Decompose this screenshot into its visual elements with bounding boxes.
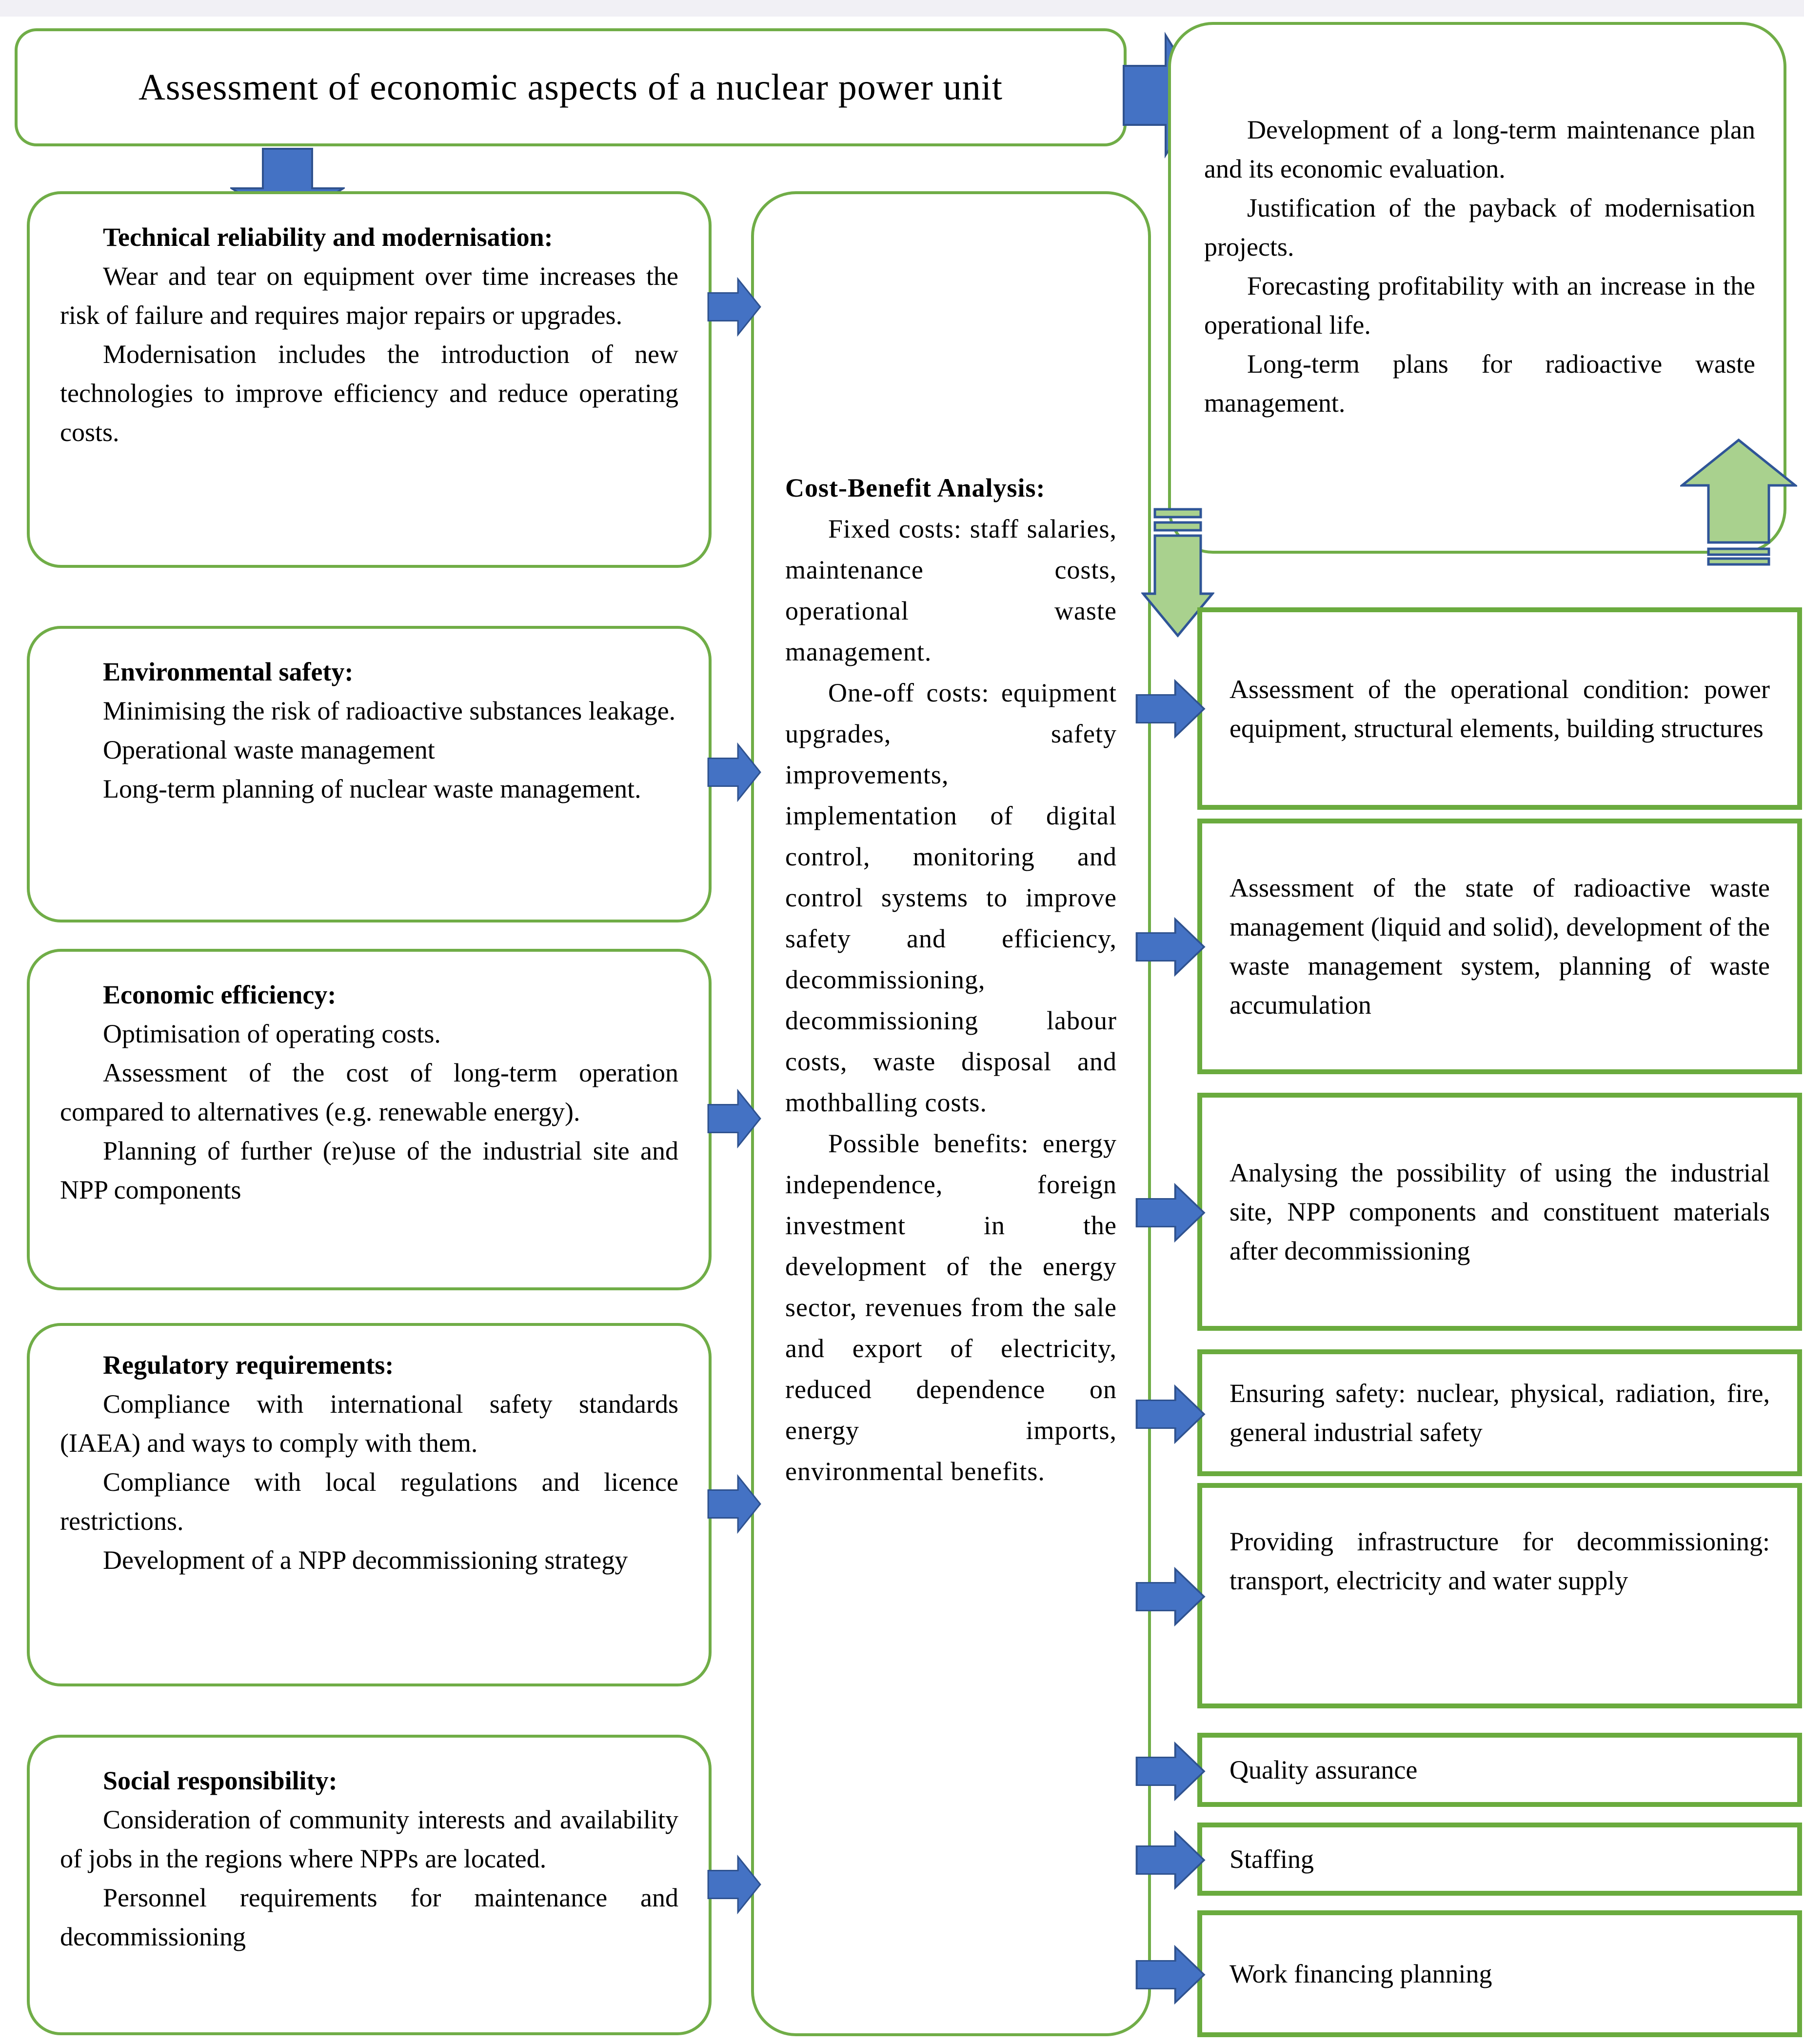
paragraph: Personnel requirements for maintenance and decommissioning xyxy=(60,1883,678,1951)
paragraph: Fixed costs: staff salaries, maintenance costs, operational waste management. xyxy=(785,514,1117,666)
paragraph: Possible benefits: energy independence, foreign investment in the development of the energy sector, revenues from the sale and export of electricity, reduced dependence on energy imports, environmental benefits. xyxy=(785,1129,1117,1486)
box-cost-benefit-heading: Cost-Benefit Analysis: xyxy=(785,473,1046,502)
flow-arrow-right-regulatory-icon xyxy=(707,1474,762,1534)
paragraph: Optimisation of operating costs. xyxy=(103,1019,441,1048)
flow-arrow-right-site-reuse-icon xyxy=(1135,1183,1206,1242)
box-economic-efficiency-heading: Economic efficiency: xyxy=(103,980,337,1009)
box-regulatory-requirements-heading: Regulatory requirements: xyxy=(103,1350,394,1380)
flow-arrow-right-economic-icon xyxy=(707,1089,762,1148)
paragraph: Assessment of the state of radioactive waste management (liquid and solid), development of the waste management system, planning of waste accumulation xyxy=(1229,873,1770,1020)
flow-arrow-right-environmental-icon xyxy=(707,742,762,802)
paragraph: One-off costs: equipment upgrades, safety improvements, implementation of digital control, monitoring and control systems to improve safety and efficiency, decommissioning, decommissioning labour costs, waste disposal and mothballing costs. xyxy=(785,678,1117,1117)
box-infrastructure xyxy=(1197,1483,1802,1708)
paragraph: Assessment of the operational condition: power equipment, structural elements, building structures xyxy=(1229,674,1770,743)
paragraph: Development of a long-term maintenance plan and its economic evaluation. xyxy=(1204,115,1755,183)
box-environmental-safety-heading: Environmental safety: xyxy=(103,657,354,686)
flow-arrow-right-operational-icon xyxy=(1135,679,1206,739)
page-title: Assessment of economic aspects of a nuclear power unit xyxy=(139,66,1003,108)
box-environmental-safety xyxy=(27,626,712,922)
box-cost-benefit-analysis xyxy=(751,191,1151,2036)
paragraph: Forecasting profitability with an increase in the operational life. xyxy=(1204,271,1755,340)
paragraph: Analysing the possibility of using the industrial site, NPP components and constituent materials after decommissioning xyxy=(1229,1158,1770,1265)
title-box xyxy=(15,28,1127,146)
flow-arrow-right-social-icon xyxy=(707,1855,762,1914)
box-staffing xyxy=(1197,1823,1802,1896)
paragraph: Long-term plans for radioactive waste management. xyxy=(1204,349,1755,418)
paragraph: Modernisation includes the introduction of new technologies to improve efficiency and reduce operating costs. xyxy=(60,340,678,447)
paragraph: Operational waste management xyxy=(103,735,435,764)
box-operational-condition xyxy=(1197,607,1802,810)
box-economic-efficiency xyxy=(27,949,712,1290)
paragraph: Staffing xyxy=(1229,1844,1314,1874)
paragraph: Justification of the payback of modernisation projects. xyxy=(1204,193,1755,261)
paragraph: Providing infrastructure for decommissioning: transport, electricity and water supply xyxy=(1229,1527,1770,1595)
paragraph: Compliance with international safety standards (IAEA) and ways to comply with them. xyxy=(60,1389,678,1458)
paragraph: Compliance with local regulations and licence restrictions. xyxy=(60,1467,678,1536)
flow-arrow-right-waste-state-icon xyxy=(1135,917,1206,977)
paragraph: Planning of further (re)use of the industrial site and NPP components xyxy=(60,1136,678,1204)
box-quality-assurance xyxy=(1197,1733,1802,1807)
box-technical-reliability-heading: Technical reliability and modernisation: xyxy=(103,222,553,252)
box-social-responsibility xyxy=(27,1735,712,2035)
paragraph: Consideration of community interests and availability of jobs in the regions where NPPs are located. xyxy=(60,1805,678,1873)
box-work-financing xyxy=(1197,1910,1802,2037)
box-technical-reliability xyxy=(27,191,712,568)
paragraph: Quality assurance xyxy=(1229,1755,1418,1784)
page-top-strip xyxy=(0,0,1804,17)
box-site-reuse-analysis xyxy=(1197,1093,1802,1331)
flow-arrow-right-financing-icon xyxy=(1135,1945,1206,2004)
paragraph: Assessment of the cost of long-term operation compared to alternatives (e.g. renewable energy). xyxy=(60,1058,678,1126)
box-radioactive-waste-state xyxy=(1197,819,1802,1074)
box-ensuring-safety xyxy=(1197,1349,1802,1476)
box-regulatory-requirements xyxy=(27,1323,712,1686)
paragraph: Ensuring safety: nuclear, physical, radiation, fire, general industrial safety xyxy=(1229,1379,1770,1447)
flow-arrow-right-staffing-icon xyxy=(1135,1830,1206,1890)
paragraph: Long-term planning of nuclear waste management. xyxy=(103,774,641,803)
flow-arrow-right-technical-icon xyxy=(707,277,762,337)
paragraph: Work financing planning xyxy=(1229,1959,1492,1988)
paragraph: Development of a NPP decommissioning strategy xyxy=(103,1545,628,1575)
paragraph: Minimising the risk of radioactive substances leakage. xyxy=(103,696,676,725)
flow-arrow-right-safety-icon xyxy=(1135,1384,1206,1444)
flow-arrow-right-infrastructure-icon xyxy=(1135,1567,1206,1626)
box-social-responsibility-heading: Social responsibility: xyxy=(103,1766,337,1795)
paragraph: Wear and tear on equipment over time increases the risk of failure and requires major repairs or upgrades. xyxy=(60,261,678,330)
striped-arrow-up-icon xyxy=(1680,438,1797,566)
flow-arrow-right-quality-icon xyxy=(1135,1742,1206,1801)
